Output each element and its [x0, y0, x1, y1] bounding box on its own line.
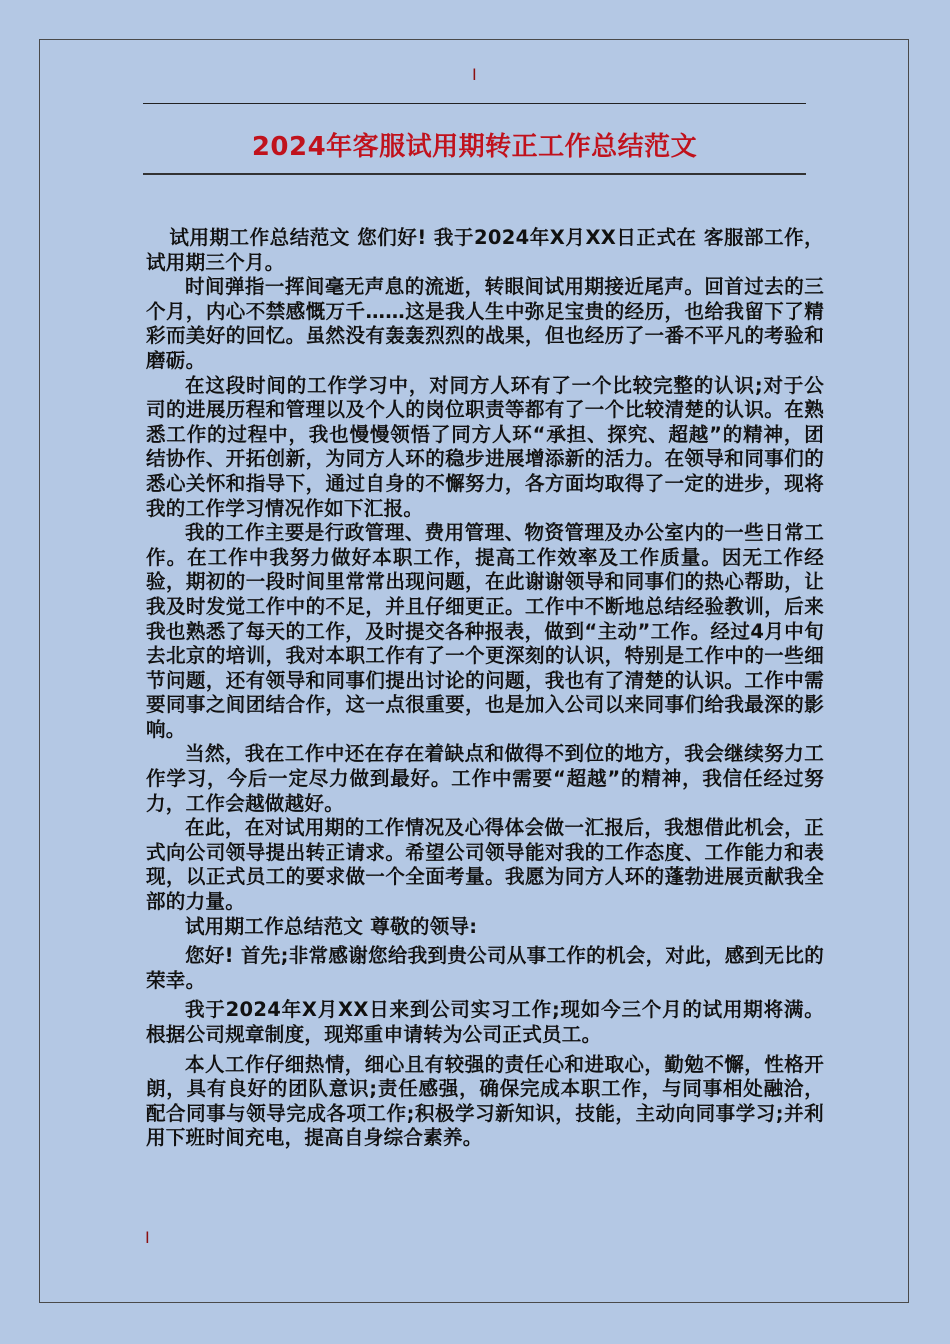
- document-title: 2024年客服试用期转正工作总结范文: [251, 132, 698, 162]
- paragraph: 试用期工作总结范文 您们好! 我于2024年X月XX日正式在 客服部工作，试用期三个月。: [146, 226, 824, 274]
- paragraph: 试用期工作总结范文 尊敬的领导:: [185, 914, 478, 938]
- paragraph: 本人工作仔细热情，细心且有较强的责任心和进取心，勤勉不懈，性格开朗，具有良好的团队意识;责任感强，确保完成本职工作，与同事相处融洽，配合同事与领导完成各项工作;积极学习新知识，技能，主动向同事学习;并利用下班时间充电，提高自身综合素养。: [146, 1052, 824, 1150]
- document-body: [146, 226, 824, 1151]
- paragraph: 在这段时间的工作学习中，对同方人环有了一个比较完整的认识;对于公司的进展历程和管理以及个人的岗位职责等都有了一个比较清楚的认识。在熟悉工作的过程中，我也慢慢领悟了同方人环“承担、探究、超越”的精神，团结协作、开拓创新，为同方人环的稳步进展增添新的活力。在领导和同事们的悉心关怀和指导下，通过自身的不懈努力，各方面均取得了一定的进步，现将我的工作学习情况作如下汇报。: [146, 373, 824, 520]
- paragraph: 在此，在对试用期的工作情况及心得体会做一汇报后，我想借此机会，正式向公司领导提出转正请求。希望公司领导能对我的工作态度、工作能力和表现，以正式员工的要求做一个全面考量。我愿为同方人环的蓬勃进展贡献我全部的力量。: [146, 816, 824, 914]
- paragraph: 我于2024年X月XX日来到公司实习工作;现如今三个月的试用期将满。根据公司规章制度，现郑重申请转为公司正式员工。: [146, 998, 824, 1046]
- title-rule: [143, 173, 806, 175]
- paragraph: 您好! 首先;非常感谢您给我到贵公司从事工作的机会，对此，感到无比的荣幸。: [146, 944, 824, 992]
- header-mark: I: [472, 65, 477, 84]
- paragraph: 时间弹指一挥间毫无声息的流逝，转眼间试用期接近尾声。回首过去的三个月，内心不禁感慨万千……这是我人生中弥足宝贵的经历，也给我留下了精彩而美好的回忆。虽然没有轰轰烈烈的战果，但也经历了一番不平凡的考验和磨砺。: [146, 275, 824, 372]
- footer-mark: I: [145, 1228, 150, 1247]
- paragraph: 当然，我在工作中还在存在着缺点和做得不到位的地方，我会继续努力工作学习，今后一定尽力做到最好。工作中需要“超越”的精神，我信任经过努力，工作会越做越好。: [146, 742, 824, 815]
- header-rule: [143, 103, 806, 104]
- paragraph: 我的工作主要是行政管理、费用管理、物资管理及办公室内的一些日常工作。在工作中我努力做好本职工作，提高工作效率及工作质量。因无工作经验，期初的一段时间里常常出现问题，在此谢谢领导和同事们的热心帮助，让我及时发觉工作中的不足，并且仔细更正。工作中不断地总结经验教训，后来我也熟悉了每天的工作，及时提交各种报表，做到“主动”工作。经过4月中旬去北京的培训，我对本职工作有了一个更深刻的认识，特别是工作中的一些细节问题，还有领导和同事们提出讨论的问题，我也有了清楚的认识。工作中需要同事之间团结合作，这一点很重要，也是加入公司以来同事们给我最深的影响。: [146, 521, 824, 741]
